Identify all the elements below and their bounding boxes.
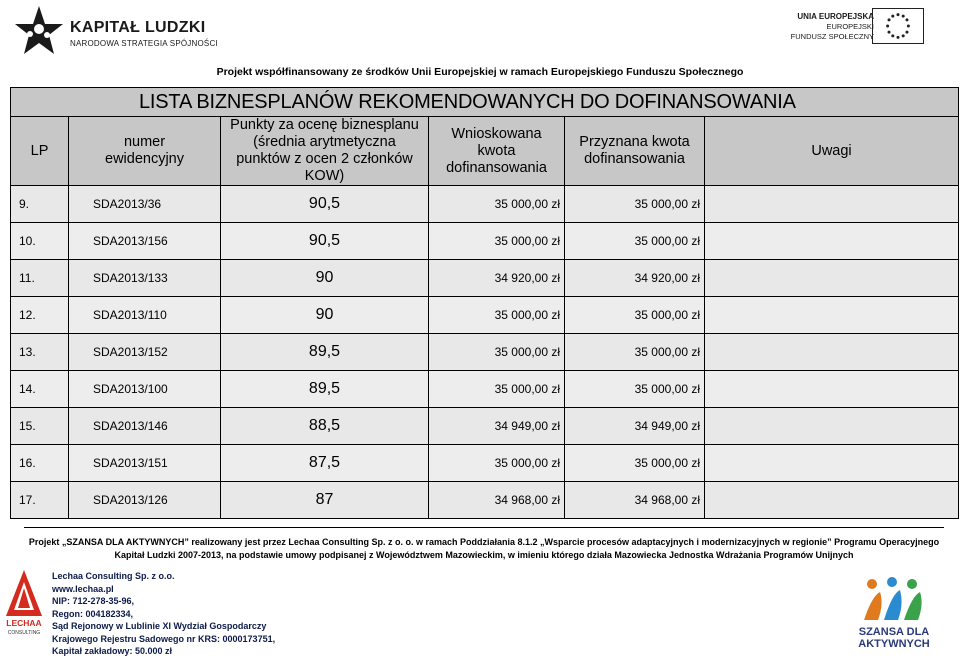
cell-lp: 17. — [11, 482, 69, 519]
cell-lp: 15. — [11, 408, 69, 445]
cell-punkty: 87,5 — [221, 445, 429, 482]
cell-wnioskowana: 35 000,00 zł — [429, 445, 565, 482]
footer-line2: Kapitał Ludzki 2007-2013, na podstawie umowy podpisanej z Województwem Mazowieckim, w imieniu którego działa Mazowiecka Jednostka Wdrażania Programów Unijnych — [114, 550, 854, 560]
cell-lp: 16. — [11, 445, 69, 482]
lechaa-logo-subtext: CONSULTING — [7, 630, 41, 636]
szansa-logo-text — [848, 626, 940, 650]
table-row — [11, 260, 959, 297]
cell-uwagi — [705, 297, 959, 334]
cell-wnioskowana: 35 000,00 zł — [429, 334, 565, 371]
table-row — [11, 408, 959, 445]
company-website: www.lechaa.pl — [52, 583, 114, 594]
cell-punkty: 90,5 — [221, 223, 429, 260]
cell-punkty: 89,5 — [221, 334, 429, 371]
cell-punkty: 90 — [221, 260, 429, 297]
cell-lp: 14. — [11, 371, 69, 408]
cell-lp: 11. — [11, 260, 69, 297]
cell-uwagi — [705, 482, 959, 519]
header-punkty: Punkty za ocenę biznesplanu (średnia arytmetyczna punktów z ocen 2 członków KOW) — [221, 117, 429, 186]
eu-line3: FUNDUSZ SPOŁECZNY — [790, 32, 874, 41]
cell-przyznana: 35 000,00 zł — [565, 186, 705, 223]
cell-przyznana: 34 949,00 zł — [565, 408, 705, 445]
cell-numer: SDA2013/146 — [69, 408, 221, 445]
cell-numer: SDA2013/156 — [69, 223, 221, 260]
eu-flag-icon — [872, 8, 924, 44]
header-numer: numer ewidencyjny — [69, 117, 221, 186]
cell-przyznana: 35 000,00 zł — [565, 297, 705, 334]
cell-numer: SDA2013/151 — [69, 445, 221, 482]
cell-lp: 12. — [11, 297, 69, 334]
eu-text — [791, 12, 874, 42]
company-krs: Krajowego Rejestru Sadowego nr KRS: 0000173751, — [52, 633, 276, 644]
table-row — [11, 445, 959, 482]
szansa-dla-aktywnych-logo — [844, 574, 940, 660]
header-przyznana: Przyznana kwota dofinansowania — [565, 117, 705, 186]
cell-lp: 9. — [11, 186, 69, 223]
cell-przyznana: 35 000,00 zł — [565, 445, 705, 482]
cell-wnioskowana: 35 000,00 zł — [429, 223, 565, 260]
company-nip: NIP: 712-278-35-96, — [52, 596, 135, 606]
table-title: LISTA BIZNESPLANÓW REKOMENDOWANYCH DO DOFINANSOWANIA — [11, 88, 959, 117]
active-people-icon — [844, 574, 940, 626]
table-row — [11, 334, 959, 371]
table-row — [11, 297, 959, 334]
cell-przyznana: 35 000,00 zł — [565, 371, 705, 408]
cell-numer: SDA2013/110 — [69, 297, 221, 334]
cell-przyznana: 34 920,00 zł — [565, 260, 705, 297]
cell-przyznana: 35 000,00 zł — [565, 223, 705, 260]
eu-line2: EUROPEJSKI — [826, 22, 874, 31]
szansa-line2: AKTYWNYCH — [858, 638, 930, 650]
cell-punkty: 87 — [221, 482, 429, 519]
cell-lp: 10. — [11, 223, 69, 260]
cell-uwagi — [705, 260, 959, 297]
cell-wnioskowana: 35 000,00 zł — [429, 186, 565, 223]
cell-punkty: 89,5 — [221, 371, 429, 408]
cell-przyznana: 35 000,00 zł — [565, 334, 705, 371]
table-row — [11, 186, 959, 223]
footer-divider — [24, 527, 944, 528]
cell-uwagi — [705, 186, 959, 223]
header-wnioskowana: Wnioskowana kwota dofinansowania — [429, 117, 565, 186]
header-uwagi: Uwagi — [705, 117, 959, 186]
footer-project-note — [24, 536, 944, 562]
table-row — [11, 482, 959, 519]
kapital-ludzki-title: KAPITAŁ LUDZKI — [70, 19, 206, 36]
eu-logo — [780, 8, 930, 48]
lechaa-consulting-logo — [2, 568, 46, 638]
table-row — [11, 223, 959, 260]
kapital-ludzki-subtitle: NARODOWA STRATEGIA SPÓJNOŚCI — [70, 39, 218, 48]
cell-wnioskowana: 34 920,00 zł — [429, 260, 565, 297]
lechaa-logo-text: LECHAA — [6, 618, 42, 628]
cell-punkty: 88,5 — [221, 408, 429, 445]
cell-uwagi — [705, 371, 959, 408]
szansa-line1: SZANSA DLA — [858, 626, 930, 638]
company-name: Lechaa Consulting Sp. z o.o. — [52, 571, 175, 581]
table-row — [11, 371, 959, 408]
cell-uwagi — [705, 445, 959, 482]
cell-uwagi — [705, 408, 959, 445]
cell-uwagi — [705, 223, 959, 260]
cell-numer: SDA2013/133 — [69, 260, 221, 297]
eu-line1: UNIA EUROPEJSKA — [797, 12, 874, 21]
cell-wnioskowana: 35 000,00 zł — [429, 297, 565, 334]
cell-numer: SDA2013/152 — [69, 334, 221, 371]
cell-numer: SDA2013/126 — [69, 482, 221, 519]
kapital-ludzki-logo — [14, 4, 224, 62]
recommended-business-plans-table — [10, 87, 959, 519]
company-capital: Kapitał zakładowy: 50.000 zł — [52, 646, 173, 656]
cell-przyznana: 34 968,00 zł — [565, 482, 705, 519]
company-court: Sąd Rejonowy w Lublinie XI Wydział Gospodarczy — [52, 621, 267, 631]
cell-wnioskowana: 34 968,00 zł — [429, 482, 565, 519]
cell-numer: SDA2013/100 — [69, 371, 221, 408]
cell-punkty: 90,5 — [221, 186, 429, 223]
cell-punkty: 90 — [221, 297, 429, 334]
cell-wnioskowana: 35 000,00 zł — [429, 371, 565, 408]
cell-uwagi — [705, 334, 959, 371]
cell-numer: SDA2013/36 — [69, 186, 221, 223]
footer-line1: Projekt „SZANSA DLA AKTYWNYCH” realizowany jest przez Lechaa Consulting Sp. z o. o. w ramach Poddziałania 8.1.2 „Wsparcie procesów adaptacyjnych i modernizacyjnych w regionie” Programu Operacyjnego — [28, 537, 940, 547]
cofinancing-note: Projekt współfinansowany ze środków Unii Europejskiej w ramach Europejskiego Funduszu Społecznego — [216, 66, 744, 78]
company-info — [52, 570, 275, 658]
header-lp: LP — [11, 117, 69, 186]
cell-lp: 13. — [11, 334, 69, 371]
kapital-ludzki-star-icon — [14, 4, 64, 60]
cell-wnioskowana: 34 949,00 zł — [429, 408, 565, 445]
company-regon: Regon: 004182334, — [52, 608, 134, 619]
